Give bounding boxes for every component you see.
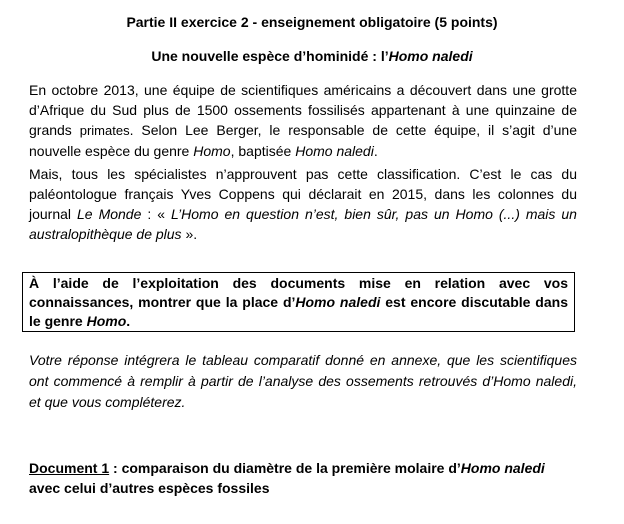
task-box — [22, 272, 575, 332]
p1-text-3: . Selon Lee Berger, le responsable de cette équipe, il s’agit d’une nouvelle espèce du genre — [29, 122, 577, 159]
paragraph-controversy — [29, 164, 577, 244]
task-text-5: . — [126, 313, 131, 329]
task-text-homo-naledi: Homo naledi — [295, 294, 381, 310]
p1-text-primates: primates — [79, 123, 130, 138]
task-text-1: À l’aide de l’exploitation des documents mise en relation avec vos connaissances, montrer que la place d’ — [29, 275, 568, 310]
subtitle — [0, 48, 624, 64]
task-text-3: est encore discutable dans le genre — [29, 294, 568, 329]
p2-text-quote: L’Homo en question n’est, bien sûr, pas un Homo (...) mais un australopithèque de plus — [29, 206, 577, 242]
p2-text-1: Mais, tous les spécialistes n’approuvent pas cette classification. C’est le cas du paléontologue français Yves Coppens qui déclarait en 2015, dans les colonnes du journal — [29, 166, 577, 222]
p1-text-1: En octobre 2013, une équipe de scientifiques américains a découvert dans une grotte d’Afrique du Sud plus de 1500 ossements fossilisés appartenant à une quinzaine de grands — [29, 82, 577, 138]
p2-text-le-monde: Le Monde — [77, 206, 142, 222]
subtitle-prefix: Une nouvelle espèce d’hominidé : l’ — [151, 48, 389, 64]
p1-text-homo: Homo — [193, 143, 231, 159]
p1-text-7: . — [373, 143, 378, 159]
p2-text-3: : « — [141, 206, 172, 222]
subtitle-species: Homo naledi — [388, 48, 473, 64]
p2-text-5: ». — [181, 226, 198, 242]
document-1-label: Document 1 — [29, 460, 110, 476]
paragraph-discovery — [29, 80, 577, 161]
document-1-caption — [29, 458, 577, 498]
doc1-text-1: : comparaison du diamètre de la première molaire d’ — [109, 460, 461, 476]
doc1-text-3: avec celui d’autres espèces fossiles — [29, 480, 270, 496]
doc1-text-homo-naledi: Homo naledi — [460, 460, 545, 476]
task-text-homo: Homo — [86, 313, 127, 329]
p1-text-homo-naledi: Homo naledi — [295, 143, 374, 159]
exercise-title: Partie II exercice 2 - enseignement obligatoire (5 points) — [126, 14, 498, 30]
instruction-text: Votre réponse intégrera le tableau comparatif donné en annexe, que les scientifiques ont commencé à remplir à partir de l’analyse des ossements retrouvés d’Homo naledi, et que vous compléterez. — [29, 352, 577, 410]
p1-text-5: , baptisée — [230, 143, 296, 159]
